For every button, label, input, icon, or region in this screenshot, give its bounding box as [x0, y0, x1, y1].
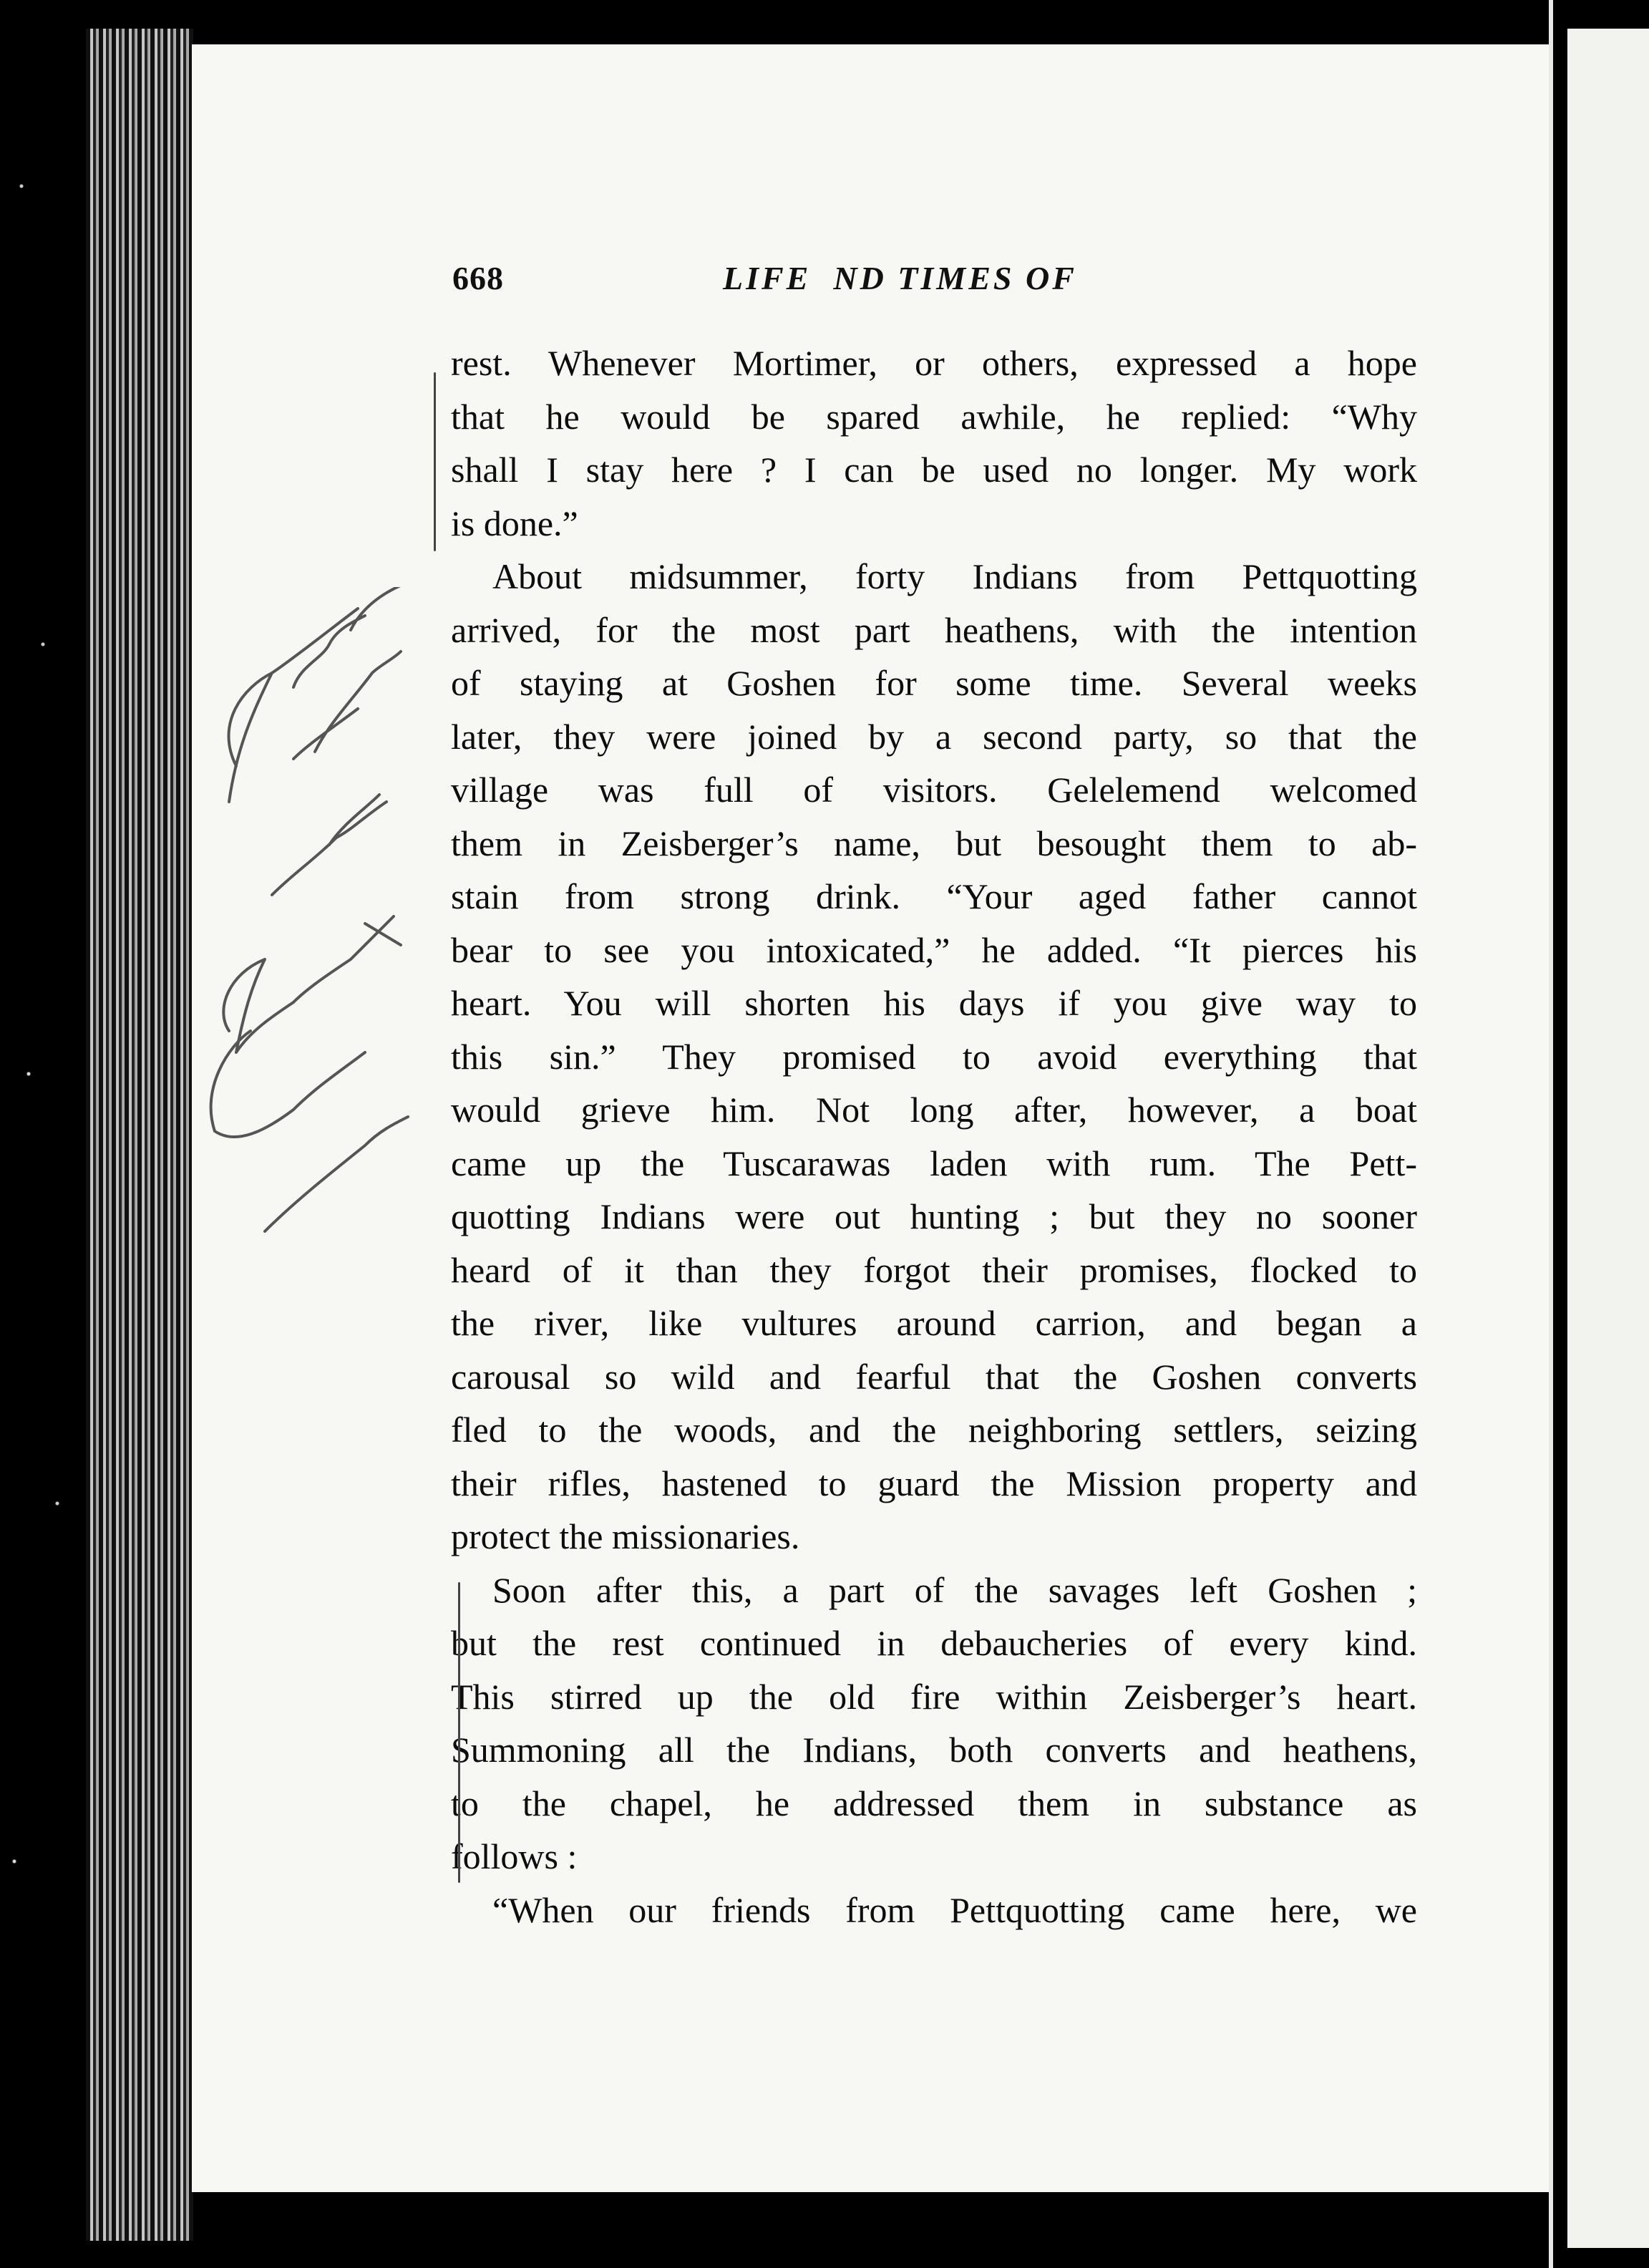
running-title: LIFE ND TIMES OF [723, 260, 1077, 296]
text-line: follows : [451, 1836, 578, 1876]
text-line: later, they were joined by a second party, so that the [451, 716, 1417, 757]
text-line: them in Zeisberger’s name, but besought them to ab- [451, 823, 1417, 863]
text-line: arrived, for the most part heathens, with the intention [451, 609, 1417, 650]
text-line: shall I stay here ? I can be used no longer. My work [451, 450, 1417, 490]
text-line: Soon after this, a part of the savages left Goshen ; [492, 1569, 1417, 1610]
text-line: bear to see you intoxicated,” he added. “It pierces his [451, 929, 1417, 970]
text-line: This stirred up the old fire within Zeisberger’s heart. [451, 1676, 1417, 1717]
handwritten-margin-note [186, 587, 444, 1303]
page-edges [86, 29, 193, 2241]
text-line: heard of it than they forgot their promises, flocked to [451, 1249, 1417, 1290]
running-header [452, 259, 1512, 309]
text-line: protect the missionaries. [451, 1516, 800, 1556]
text-line: “When our friends from Pettquotting came here, we [492, 1889, 1417, 1930]
text-line: the river, like vultures around carrion, and began a [451, 1303, 1417, 1343]
scan-noise [0, 0, 86, 2268]
paragraph [451, 1564, 1417, 1884]
text-line: this sin.” They promised to avoid everything that [451, 1036, 1417, 1077]
text-line: stain from strong drink. “Your aged father cannot [451, 876, 1417, 916]
margin-bracket-bottom [458, 1582, 460, 1883]
text-line: came up the Tuscarawas laden with rum. The Pett- [451, 1143, 1417, 1183]
body-text [451, 336, 1417, 1937]
margin-bracket-top [434, 372, 436, 551]
paragraph [451, 336, 1417, 550]
text-line: Summoning all the Indians, both converts and heathens, [451, 1730, 1417, 1770]
text-line: About midsummer, forty Indians from Pettquotting [492, 556, 1417, 596]
text-line: heart. You will shorten his days if you give way to [451, 983, 1417, 1023]
text-line: of staying at Goshen for some time. Several weeks [451, 663, 1417, 703]
text-line: village was full of visitors. Gelelemend welcomed [451, 770, 1417, 810]
text-line: their rifles, hastened to guard the Mission property and [451, 1463, 1417, 1503]
text-line: would grieve him. Not long after, however, a boat [451, 1090, 1417, 1130]
text-line: carousal so wild and fearful that the Goshen converts [451, 1356, 1417, 1397]
text-line: quotting Indians were out hunting ; but they no sooner [451, 1196, 1417, 1236]
text-line: that he would be spared awhile, he replied: “Why [451, 396, 1417, 437]
text-line: fled to the woods, and the neighboring settlers, seizing [451, 1410, 1417, 1450]
paragraph [451, 1884, 1417, 1937]
paragraph [451, 550, 1417, 1564]
page-number: 668 [452, 260, 504, 296]
text-line: rest. Whenever Mortimer, or others, expressed a hope [451, 343, 1417, 383]
text-line: but the rest continued in debaucheries of every kind. [451, 1623, 1417, 1663]
text-line: is done.” [451, 503, 578, 543]
text-line: to the chapel, he addressed them in substance as [451, 1783, 1417, 1823]
adjacent-page [1567, 29, 1649, 2248]
